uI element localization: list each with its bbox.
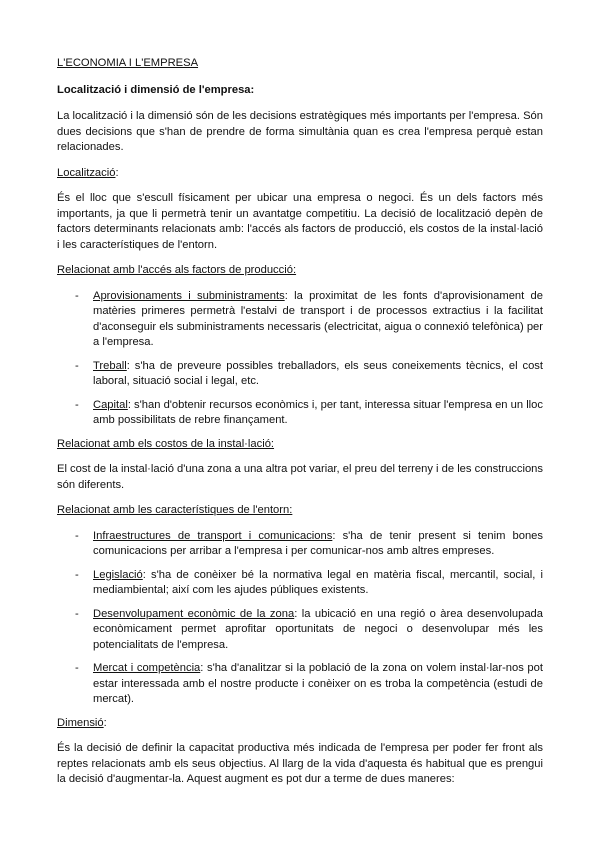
list-item-text: : s'ha de tenir present si tenim bones comunicacions per arribar a l'empresa i per comunicar-nos amb altres empreses. (93, 529, 544, 557)
list-item-term: Treball (93, 359, 127, 372)
header-text: L'ECONOMIA I L'EMPRESA (57, 57, 199, 69)
list-item-text: : s'han d'obtenir recursos econòmics i, per tant, interessa situar l'empresa en un lloc amb possibilitats de rebre finançament. (93, 398, 543, 426)
intro-paragraph: La localització i la dimensió són de les decisions estratègiques més importants per l'empresa. Són dues decisions que s'han de prendre de forma simultània quan es crea l'empresa perquè estan relacionades. (57, 110, 543, 153)
dash-marker: - (75, 662, 79, 674)
dimensio-heading (57, 716, 543, 732)
list-item (57, 607, 543, 654)
localitzacio-heading-colon: : (115, 166, 119, 179)
costos-heading-text: Relacionat amb els costos de la instal·lació: (57, 437, 275, 450)
entorn-heading-text: Relacionat amb les característiques de l'entorn: (57, 504, 293, 516)
costos-paragraph: El cost de la instal·lació d'una zona a una altra pot variar, el preu del terreny i de les construccions són diferents. (57, 463, 543, 491)
dash-marker: - (75, 398, 79, 411)
list-item (57, 661, 543, 708)
list-item (57, 359, 543, 390)
dash-marker: - (75, 289, 79, 302)
list-item-text: : s'ha de preveure possibles treballadors, els seus coneixements tècnics, el cost laboral, situació social i legal, etc. (93, 359, 543, 387)
list-item-text: : s'ha de conèixer bé la normativa legal en matèria fiscal, mercantil, social, i mediambiental; així com les ajudes públiques existents. (93, 568, 543, 596)
list-item (57, 289, 543, 351)
list-item-text: : la proximitat de les fonts d'aprovisionament de matèries primeres permetrà l'estalvi de transport i de processos extractius i la facilitat d'aconseguir els subministraments necessaris (electricitat, aigua o connexió telefònica) per a l'empresa. (93, 289, 543, 348)
list-item (57, 568, 543, 599)
list-item-term: Mercat i competència (93, 662, 201, 674)
costos-heading (57, 437, 543, 453)
list-item-term: Capital (93, 398, 128, 411)
dash-marker: - (75, 529, 79, 542)
dash-marker: - (75, 568, 79, 581)
dimensio-paragraph: És la decisió de definir la capacitat productiva més indicada de l'empresa per poder fer front als reptes relacionats amb els seus objectius. Al llarg de la vida d'aquesta és habitual que es prengui la decisió d'augmentar-la. Aquest augment es pot dur a terme de dues maneres: (57, 742, 543, 785)
dimensio-heading-colon: : (103, 716, 107, 729)
localitzacio-heading (57, 166, 543, 182)
list-item-term: Desenvolupament econòmic de la zona (93, 607, 295, 620)
entorn-list (57, 529, 543, 708)
list-item-term: Aprovisionaments i subministraments (93, 289, 285, 302)
list-item (57, 398, 543, 429)
entorn-heading (57, 503, 543, 519)
dash-marker: - (75, 359, 79, 372)
factors-produccio-heading (57, 263, 543, 279)
list-item-text: : s'ha d'analitzar si la població de la zona on volem instal·lar-nos pot estar interessada amb el nostre producte i conèixer on es troba la competència (estudi de mercat). (93, 662, 543, 705)
list-item-term: Legislació (93, 568, 143, 581)
document-header (57, 56, 543, 72)
dash-marker: - (75, 607, 79, 620)
section-title: Localització i dimensió de l'empresa: (57, 83, 255, 96)
factors-produccio-list (57, 289, 543, 429)
localitzacio-heading-text: Localització (57, 166, 116, 179)
list-item-term: Infraestructures de transport i comunicacions (93, 529, 333, 542)
list-item (57, 529, 543, 560)
dimensio-heading-text: Dimensió (57, 716, 104, 729)
localitzacio-paragraph: És el lloc que s'escull físicament per ubicar una empresa o negoci. És un dels factors més importants, ja que li permetrà tenir un avantatge competitiu. La decisió de localització depèn de factors determinants relacionats amb: l'accés als factors de producció, els costos de la instal·lació i les característiques de l'entorn. (57, 192, 543, 251)
factors-produccio-heading-text: Relacionat amb l'accés als factors de producció: (57, 264, 297, 276)
list-item-text: : la ubicació en una regió o àrea desenvolupada econòmicament permet aprofitar oportunitats de negoci o desenvolupar més les potencialitats de l'empresa. (93, 607, 543, 651)
